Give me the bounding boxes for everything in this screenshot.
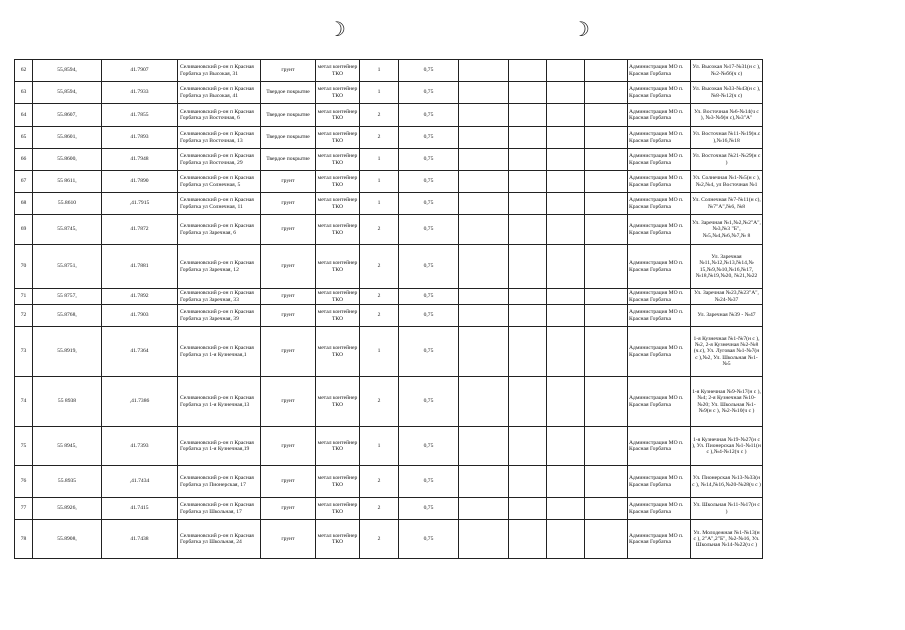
cell-served-addresses: Ул. Восточная №6-№14(ч с ), №3-№9(н с),№3"А" [691, 104, 763, 127]
cell-empty [585, 305, 628, 327]
table-row [15, 289, 763, 305]
cell-empty [547, 82, 585, 104]
cell-empty [547, 327, 585, 377]
cell-owner: Администрация МО п. Красная Горбатка [628, 327, 691, 377]
cell-empty [585, 327, 628, 377]
cell-latitude: 55.8745, [33, 215, 102, 245]
table-row [15, 305, 763, 327]
cell-row-number: 78 [15, 520, 33, 559]
cell-empty [509, 215, 547, 245]
cell-container-volume: 0,75 [399, 215, 459, 245]
cell-container-count: 2 [360, 215, 399, 245]
cell-latitude: 55 8938 [33, 377, 102, 427]
cell-empty [459, 193, 509, 215]
cell-latitude: 55.8610 [33, 193, 102, 215]
cell-row-number: 69 [15, 215, 33, 245]
table-row [15, 427, 763, 466]
cell-empty [585, 149, 628, 171]
table-row [15, 377, 763, 427]
cell-empty [547, 289, 585, 305]
cell-empty [585, 104, 628, 127]
cell-container-type: метал контейнер ТКО [316, 127, 360, 149]
cell-owner: Администрация МО п. Красная Горбатка [628, 215, 691, 245]
cell-empty [509, 127, 547, 149]
cell-served-addresses: Ул. Заречная №39 - №47 [691, 305, 763, 327]
table-row [15, 104, 763, 127]
table-row [15, 193, 763, 215]
cell-container-type: метал контейнер ТКО [316, 215, 360, 245]
cell-empty [459, 149, 509, 171]
cell-empty [509, 193, 547, 215]
cell-address: Селивановский р-он п Красная Горбатка ул Заречная, 39 [178, 305, 261, 327]
cell-owner: Администрация МО п. Красная Горбатка [628, 245, 691, 289]
cell-longitude: ,41.7915 [102, 193, 178, 215]
cell-surface-type: грунт [261, 427, 316, 466]
cell-empty [509, 289, 547, 305]
cell-served-addresses: Ул. Восточная №11-№19(н.с ),№16,№18 [691, 127, 763, 149]
cell-latitude: 55,8594, [33, 82, 102, 104]
cell-container-type: метал контейнер ТКО [316, 305, 360, 327]
cell-container-count: 2 [360, 498, 399, 520]
cell-empty [585, 60, 628, 82]
cell-longitude: 41.7393 [102, 427, 178, 466]
cell-container-count: 2 [360, 466, 399, 498]
cell-served-addresses: Ул. Заречная №11,№12,№13,№14,№ 15,№9,№10,№16,№17, №18,№19,№20, №21,№22 [691, 245, 763, 289]
cell-address: Селивановский р-он п Красная Горбатка ул 1-я Кузнечная,13 [178, 377, 261, 427]
cell-longitude: 41.7364 [102, 327, 178, 377]
cell-latitude: 55.8600, [33, 149, 102, 171]
cell-empty [585, 498, 628, 520]
cell-container-type: метал контейнер ТКО [316, 498, 360, 520]
cell-container-volume: 0,75 [399, 127, 459, 149]
cell-address: Селивановский р-он п Красная Горбатка ул Высокая, 31 [178, 60, 261, 82]
cell-address: Селивановский р-он п Красная Горбатка ул Высокая, 41 [178, 82, 261, 104]
cell-address: Селивановский р-он п Красная Горбатка ул Восточная, 6 [178, 104, 261, 127]
cell-served-addresses: Ул. Молодежная №1-№13(н с ), 2"А",2"Б", №2-№16, Ул. Школьная №14-№22(ч с ) [691, 520, 763, 559]
cell-served-addresses: Ул. Заречная №23,№23"А",№24-№37 [691, 289, 763, 305]
cell-container-count: 2 [360, 289, 399, 305]
cell-surface-type: грунт [261, 327, 316, 377]
cell-longitude: 41.7890 [102, 171, 178, 193]
cell-served-addresses: Ул. Высокая №17-№31(н с ), №2-№б6(ч с) [691, 60, 763, 82]
cell-longitude: 41.7415 [102, 498, 178, 520]
cell-empty [459, 82, 509, 104]
cell-empty [547, 377, 585, 427]
cell-longitude: 41.7948 [102, 149, 178, 171]
cell-container-volume: 0,75 [399, 82, 459, 104]
cell-empty [547, 127, 585, 149]
cell-latitude: 55,8594, [33, 60, 102, 82]
cell-latitude: 55.8919, [33, 327, 102, 377]
cell-served-addresses: Ул. Пионерская №13-№33(н с ), №14,№16,№20-№28(ч с ) [691, 466, 763, 498]
cell-container-type: метал контейнер ТКО [316, 60, 360, 82]
cell-longitude: 41.7907 [102, 60, 178, 82]
cell-served-addresses: Ул. Солнечная №1-№5(н с ),№2,№4, ул Восточная №1 [691, 171, 763, 193]
cell-container-count: 1 [360, 427, 399, 466]
cell-row-number: 62 [15, 60, 33, 82]
cell-owner: Администрация МО п. Красная Горбатка [628, 104, 691, 127]
cell-row-number: 76 [15, 466, 33, 498]
cell-owner: Администрация МО п. Красная Горбатка [628, 149, 691, 171]
cell-surface-type: Твердое покрытие [261, 104, 316, 127]
cell-address: Селивановский р-он п Красная Горбатка ул Пионерская, 17 [178, 466, 261, 498]
cell-container-type: метал контейнер ТКО [316, 193, 360, 215]
table-row [15, 60, 763, 82]
cell-container-volume: 0,75 [399, 520, 459, 559]
cell-empty [459, 104, 509, 127]
cell-empty [509, 82, 547, 104]
cell-row-number: 70 [15, 245, 33, 289]
cell-owner: Администрация МО п. Красная Горбатка [628, 289, 691, 305]
cell-latitude: 55.8607, [33, 104, 102, 127]
cell-container-volume: 0,75 [399, 305, 459, 327]
cell-container-volume: 0,75 [399, 498, 459, 520]
cell-empty [509, 245, 547, 289]
table-row [15, 466, 763, 498]
cell-empty [509, 427, 547, 466]
cell-owner: Администрация МО п. Красная Горбатка [628, 427, 691, 466]
cell-empty [509, 149, 547, 171]
cell-owner: Администрация МО п. Красная Горбатка [628, 305, 691, 327]
cell-owner: Администрация МО п. Красная Горбатка [628, 127, 691, 149]
cell-container-volume: 0,75 [399, 466, 459, 498]
cell-surface-type: Твердое покрытие [261, 82, 316, 104]
cell-row-number: 77 [15, 498, 33, 520]
cell-empty [585, 289, 628, 305]
cell-container-volume: 0,75 [399, 427, 459, 466]
binder-hole-mark-left: ☽ [328, 19, 346, 41]
cell-longitude: 41.7872 [102, 215, 178, 245]
cell-address: Селивановский р-он п Красная Горбатка ул Школьная, 24 [178, 520, 261, 559]
cell-row-number: 75 [15, 427, 33, 466]
cell-row-number: 63 [15, 82, 33, 104]
cell-container-volume: 0,75 [399, 149, 459, 171]
cell-container-type: метал контейнер ТКО [316, 520, 360, 559]
binder-hole-mark-right: ☽ [572, 19, 590, 41]
cell-empty [585, 377, 628, 427]
cell-container-count: 1 [360, 149, 399, 171]
cell-address: Селивановский р-он п Красная Горбатка ул Заречная, 12 [178, 245, 261, 289]
cell-owner: Администрация МО п. Красная Горбатка [628, 193, 691, 215]
cell-container-count: 2 [360, 104, 399, 127]
cell-address: Селивановский р-он п Красная Горбатка ул Заречная, 6 [178, 215, 261, 245]
cell-empty [547, 193, 585, 215]
cell-container-type: метал контейнер ТКО [316, 82, 360, 104]
cell-empty [459, 498, 509, 520]
cell-empty [585, 215, 628, 245]
cell-latitude: 55.8935 [33, 466, 102, 498]
cell-served-addresses: Ул. Высокая №33-№43(н с ), №8-№12(ч с) [691, 82, 763, 104]
cell-served-addresses: 1-я Кузнечная №9-№17(н с ), №4; 2-я Кузнечная №10-№20; Ул. Школьная №1-№9(н с ), №2-№10(ч с ) [691, 377, 763, 427]
cell-container-count: 2 [360, 127, 399, 149]
cell-container-count: 1 [360, 171, 399, 193]
cell-latitude: 55.8601, [33, 127, 102, 149]
cell-empty [459, 171, 509, 193]
cell-empty [547, 305, 585, 327]
cell-empty [459, 377, 509, 427]
cell-empty [459, 466, 509, 498]
cell-owner: Администрация МО п. Красная Горбатка [628, 60, 691, 82]
cell-empty [585, 82, 628, 104]
cell-empty [509, 104, 547, 127]
cell-address: Селивановский р-он п Красная Горбатка ул Восточная, 29 [178, 149, 261, 171]
table-row [15, 520, 763, 559]
cell-empty [509, 305, 547, 327]
cell-served-addresses: 1-я Кузнечная №19-№27(н с ), Ул. Пионерская №1-№11(н с ),№4-№12(ч с ) [691, 427, 763, 466]
cell-address: Селивановский р-он п Красная Горбатка ул 1-я Кузнечная,1 [178, 327, 261, 377]
cell-longitude: 41.7855 [102, 104, 178, 127]
cell-surface-type: грунт [261, 520, 316, 559]
cell-surface-type: грунт [261, 377, 316, 427]
cell-empty [585, 427, 628, 466]
cell-longitude: 41.7892 [102, 289, 178, 305]
cell-latitude: 55 8945, [33, 427, 102, 466]
table-row [15, 171, 763, 193]
cell-longitude: 41.7881 [102, 245, 178, 289]
cell-surface-type: грунт [261, 289, 316, 305]
cell-empty [585, 193, 628, 215]
cell-container-type: метал контейнер ТКО [316, 466, 360, 498]
cell-empty [585, 520, 628, 559]
cell-longitude: 41.7933 [102, 82, 178, 104]
cell-row-number: 66 [15, 149, 33, 171]
cell-empty [509, 520, 547, 559]
cell-served-addresses: Ул. Восточная №21-№29(н с ) [691, 149, 763, 171]
cell-owner: Администрация МО п. Красная Горбатка [628, 498, 691, 520]
cell-empty [509, 60, 547, 82]
cell-container-count: 2 [360, 520, 399, 559]
cell-container-type: метал контейнер ТКО [316, 245, 360, 289]
cell-latitude: 55.8908, [33, 520, 102, 559]
cell-container-volume: 0,75 [399, 171, 459, 193]
cell-container-volume: 0,75 [399, 104, 459, 127]
cell-row-number: 65 [15, 127, 33, 149]
cell-container-volume: 0,75 [399, 193, 459, 215]
cell-surface-type: грунт [261, 305, 316, 327]
cell-row-number: 73 [15, 327, 33, 377]
cell-container-volume: 0,75 [399, 289, 459, 305]
cell-served-addresses: Ул. Школьная №11-№17(н с ) [691, 498, 763, 520]
cell-owner: Администрация МО п. Красная Горбатка [628, 82, 691, 104]
cell-owner: Администрация МО п. Красная Горбатка [628, 520, 691, 559]
cell-surface-type: Твердое покрытие [261, 149, 316, 171]
cell-owner: Администрация МО п. Красная Горбатка [628, 466, 691, 498]
cell-empty [547, 498, 585, 520]
table-row [15, 327, 763, 377]
cell-empty [509, 466, 547, 498]
waste-site-registry-table [14, 59, 763, 559]
cell-container-volume: 0,75 [399, 245, 459, 289]
cell-address: Селивановский р-он п Красная Горбатка ул Заречная, 33 [178, 289, 261, 305]
cell-longitude: ,41.7386 [102, 377, 178, 427]
cell-empty [459, 127, 509, 149]
cell-empty [459, 289, 509, 305]
cell-empty [459, 520, 509, 559]
table-row [15, 127, 763, 149]
cell-owner: Администрация МО п. Красная Горбатка [628, 377, 691, 427]
cell-address: Селивановский р-он п Красная Горбатка ул Школьная, 17 [178, 498, 261, 520]
cell-container-type: метал контейнер ТКО [316, 104, 360, 127]
cell-latitude: 55.8751, [33, 245, 102, 289]
cell-empty [547, 520, 585, 559]
cell-served-addresses: Ул. Солнечная №7-№11(н с),№7"А",№6, №8 [691, 193, 763, 215]
cell-empty [459, 60, 509, 82]
cell-row-number: 67 [15, 171, 33, 193]
cell-longitude: ,41.7434 [102, 466, 178, 498]
cell-surface-type: грунт [261, 466, 316, 498]
cell-surface-type: грунт [261, 245, 316, 289]
cell-empty [585, 245, 628, 289]
cell-empty [509, 377, 547, 427]
cell-surface-type: Твердое покрытие [261, 127, 316, 149]
cell-empty [547, 427, 585, 466]
cell-served-addresses: Ул. Заречная №1,№2,№2"А",№3,№3 "Б",№5,№4,№6,№7,№ 8 [691, 215, 763, 245]
cell-empty [459, 327, 509, 377]
table-row [15, 149, 763, 171]
cell-container-count: 2 [360, 245, 399, 289]
cell-surface-type: грунт [261, 193, 316, 215]
cell-empty [459, 427, 509, 466]
cell-address: Селивановский р-он п Красная Горбатка ул 1-я Кузнечная,19 [178, 427, 261, 466]
cell-container-count: 1 [360, 82, 399, 104]
cell-empty [585, 466, 628, 498]
cell-longitude: 41.7903 [102, 305, 178, 327]
cell-empty [459, 305, 509, 327]
cell-empty [547, 466, 585, 498]
cell-latitude: 55 8757, [33, 289, 102, 305]
cell-served-addresses: 1-я Кузнечная №1-№7(н с ),№2, 2-я Кузнечная №2-№8 (ч.с), Ул. Луговая №1-№7(н с ),№2, Ул. Школьная №1-№5 [691, 327, 763, 377]
cell-empty [585, 127, 628, 149]
cell-longitude: 41.7438 [102, 520, 178, 559]
cell-owner: Администрация МО п. Красная Горбатка [628, 171, 691, 193]
cell-surface-type: грунт [261, 171, 316, 193]
cell-container-volume: 0,75 [399, 327, 459, 377]
cell-container-type: метал контейнер ТКО [316, 149, 360, 171]
table-row [15, 82, 763, 104]
cell-empty [547, 60, 585, 82]
cell-container-count: 1 [360, 60, 399, 82]
cell-row-number: 74 [15, 377, 33, 427]
cell-empty [547, 104, 585, 127]
cell-container-type: метал контейнер ТКО [316, 289, 360, 305]
cell-container-type: метал контейнер ТКО [316, 377, 360, 427]
cell-address: Селивановский р-он п Красная Горбатка ул Восточная, 13 [178, 127, 261, 149]
cell-latitude: 55.8768, [33, 305, 102, 327]
cell-empty [509, 498, 547, 520]
table-row [15, 215, 763, 245]
cell-longitude: 41.7893 [102, 127, 178, 149]
cell-row-number: 64 [15, 104, 33, 127]
cell-empty [509, 327, 547, 377]
cell-empty [459, 245, 509, 289]
cell-empty [547, 215, 585, 245]
cell-latitude: 55.8926, [33, 498, 102, 520]
cell-container-volume: 0,75 [399, 60, 459, 82]
cell-surface-type: грунт [261, 60, 316, 82]
cell-empty [547, 245, 585, 289]
cell-container-type: метал контейнер ТКО [316, 427, 360, 466]
cell-address: Селивановский р-он п Красная Горбатка ул Солнечная, 5 [178, 171, 261, 193]
cell-empty [509, 171, 547, 193]
cell-address: Селивановский р-он п Красная Горбатка ул Солнечная, 11 [178, 193, 261, 215]
cell-surface-type: грунт [261, 215, 316, 245]
table-row [15, 498, 763, 520]
cell-container-type: метал контейнер ТКО [316, 171, 360, 193]
cell-empty [547, 149, 585, 171]
cell-row-number: 72 [15, 305, 33, 327]
cell-container-volume: 0,75 [399, 377, 459, 427]
cell-container-count: 1 [360, 327, 399, 377]
cell-latitude: 55 8611, [33, 171, 102, 193]
cell-row-number: 68 [15, 193, 33, 215]
cell-empty [547, 171, 585, 193]
cell-container-count: 1 [360, 193, 399, 215]
cell-row-number: 71 [15, 289, 33, 305]
cell-container-type: метал контейнер ТКО [316, 327, 360, 377]
cell-container-count: 2 [360, 305, 399, 327]
cell-container-count: 2 [360, 377, 399, 427]
cell-empty [585, 171, 628, 193]
table-row [15, 245, 763, 289]
cell-empty [459, 215, 509, 245]
cell-surface-type: грунт [261, 498, 316, 520]
